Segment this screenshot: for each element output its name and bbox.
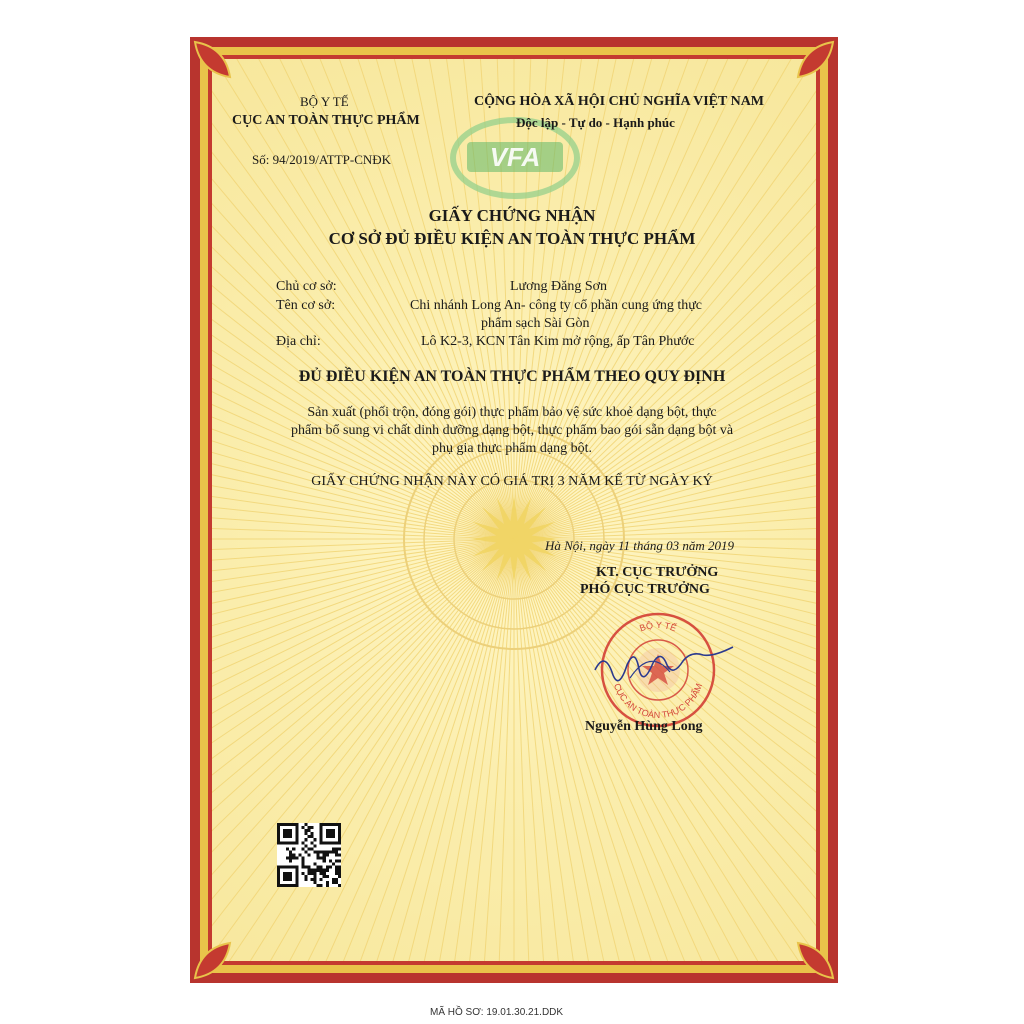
owner-label: Chủ cơ sở: bbox=[276, 279, 337, 294]
qualification-statement: ĐỦ ĐIỀU KIỆN AN TOÀN THỰC PHẨM THEO QUY ĐỊNH bbox=[298, 368, 726, 385]
corner-ornament-icon bbox=[768, 37, 838, 107]
signer-role-2: PHÓ CỤC TRƯỞNG bbox=[580, 582, 710, 597]
facility-name-value-line1: Chi nhánh Long An- công ty cổ phần cung ứng thực bbox=[410, 298, 703, 313]
ministry-name: BỘ Y TẾ bbox=[300, 94, 349, 109]
agency-name: CỤC AN TOÀN THỰC PHẨM bbox=[232, 113, 420, 128]
dossier-code: MÃ HỒ SƠ: 19.01.30.21.DDK bbox=[430, 1007, 564, 1018]
corner-ornament-icon bbox=[190, 913, 260, 983]
address-label: Địa chỉ: bbox=[276, 334, 321, 349]
corner-ornament-icon bbox=[768, 913, 838, 983]
svg-text:CỤC AN TOÀN THỰC PHẨM: CỤC AN TOÀN THỰC PHẨM bbox=[611, 682, 705, 721]
signer-name: Nguyễn Hùng Long bbox=[585, 719, 703, 734]
certificate-subtitle: CƠ SỞ ĐỦ ĐIỀU KIỆN AN TOÀN THỰC PHẨM bbox=[328, 229, 696, 248]
qr-code bbox=[277, 823, 341, 887]
document-number: Số: 94/2019/ATTP-CNĐK bbox=[252, 152, 392, 167]
corner-ornament-icon bbox=[190, 37, 260, 107]
facility-name-label: Tên cơ sở: bbox=[276, 298, 336, 313]
signer-role-1: KT. CỤC TRƯỞNG bbox=[596, 565, 719, 580]
owner-value: Lương Đăng Sơn bbox=[510, 279, 608, 294]
national-motto: Độc lập - Tự do - Hạnh phúc bbox=[516, 115, 675, 130]
scope-line-3: phụ gia thực phẩm dạng bột. bbox=[431, 441, 592, 456]
certificate-title: GIẤY CHỨNG NHẬN bbox=[428, 206, 596, 225]
signature bbox=[590, 640, 740, 690]
scope-line-2: phẩm bổ sung vi chất dinh dưỡng dạng bột, thực phẩm bao gói sẵn dạng bột và bbox=[290, 423, 734, 438]
svg-text:BỘ Y TẾ: BỘ Y TẾ bbox=[638, 619, 678, 634]
logo-text: VFA bbox=[489, 142, 541, 172]
scope-line-1: Sản xuất (phối trộn, đóng gói) thực phẩm bảo vệ sức khoẻ dạng bột, thực bbox=[307, 405, 717, 420]
republic-title: CỘNG HÒA XÃ HỘI CHỦ NGHĨA VIỆT NAM bbox=[474, 94, 765, 109]
facility-name-value-line2: phẩm sạch Sài Gòn bbox=[481, 316, 590, 331]
place-date: Hà Nội, ngày 11 tháng 03 năm 2019 bbox=[545, 538, 734, 553]
validity-statement: GIẤY CHỨNG NHẬN NÀY CÓ GIÁ TRỊ 3 NĂM KỂ TỪ NGÀY KÝ bbox=[311, 474, 713, 489]
address-value: Lô K2-3, KCN Tân Kim mở rộng, ấp Tân Phước bbox=[421, 334, 695, 349]
